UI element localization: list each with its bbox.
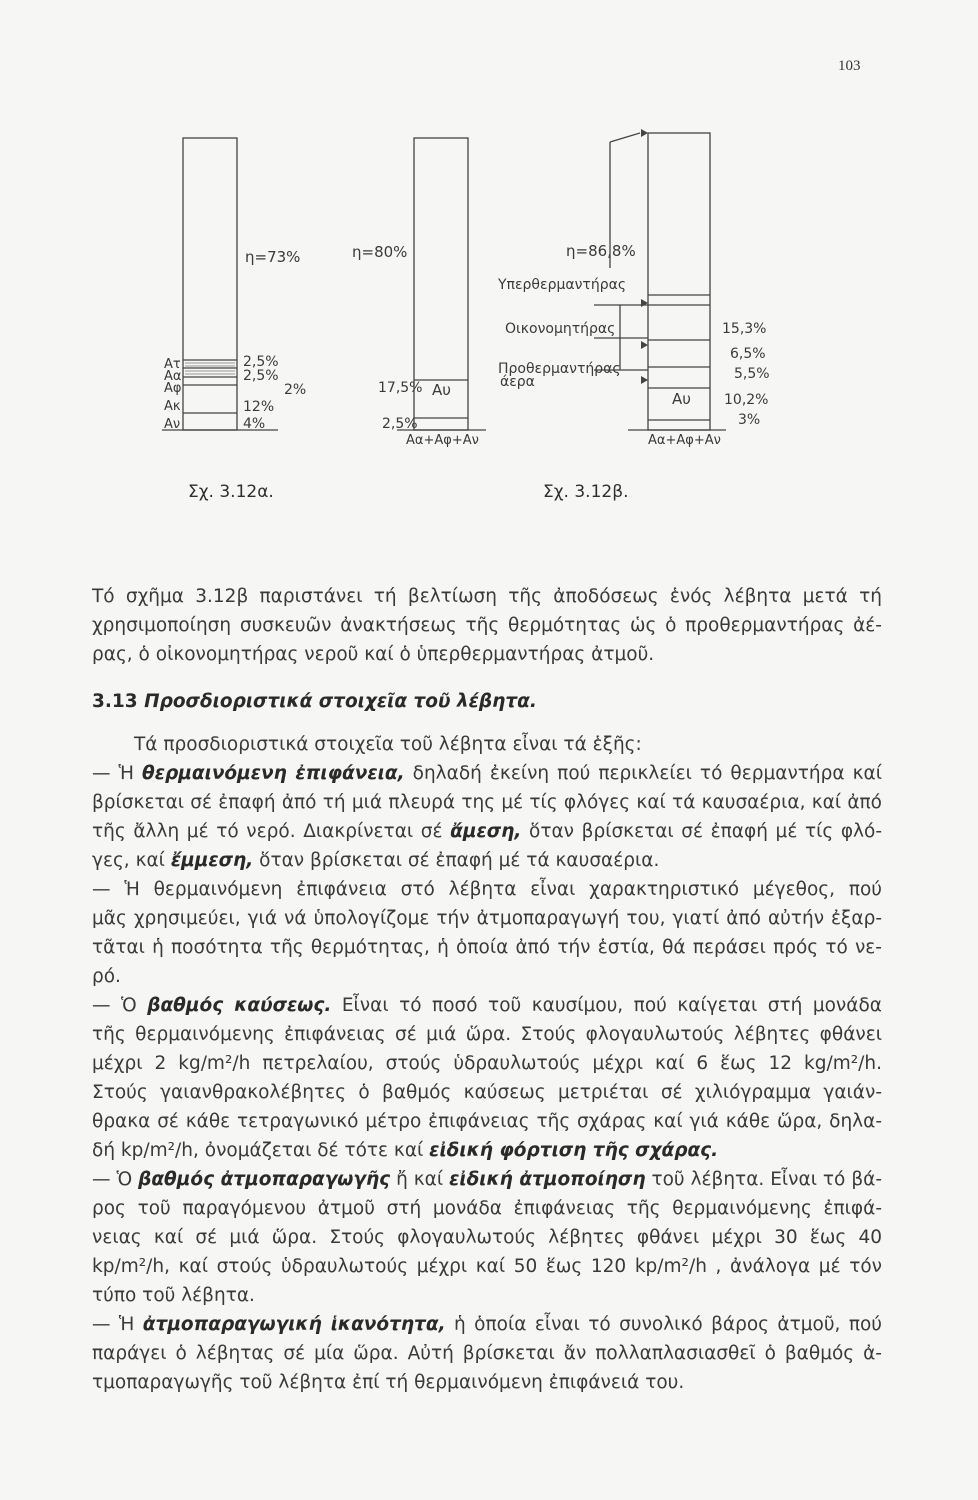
fig-b2-pct-3: 5,5% — [734, 366, 770, 382]
item3-line-1: — Ὁ βαθμός καύσεως. Εἶναι τό ποσό τοῦ καυσίμου, πού καίγεται στή μονάδα — [92, 995, 882, 1016]
fig-a-pct-5: 4% — [243, 416, 266, 432]
fig-b2-pct-4: 10,2% — [724, 392, 769, 408]
p1-line-3: ρας, ὁ οἰκονομητήρας νεροῦ καί ὁ ὑπερθερμαντήρας ἀτμοῦ. — [92, 644, 655, 665]
item-combustion-rate — [92, 991, 882, 1165]
fig-a-pct-1: 2,5% — [243, 354, 279, 370]
fig-a-pct-3: 2% — [284, 382, 307, 398]
fig-b2-pct-5: 3% — [738, 412, 761, 428]
caption-fig-b: Σχ. 3.12β. — [543, 482, 629, 502]
item4-line-3: νειας καί σέ μιά ὥρα. Στούς φλογαυλωτούς λέβητες φθάνει μέχρι 30 ἕως 40 — [92, 1227, 882, 1248]
fig-b1-au: Αυ — [432, 381, 451, 399]
item5-line-3: τμοπαραγωγῆς τοῦ λέβητα ἐπί τή θερμαινόμενη ἐπιφάνειά του. — [92, 1372, 685, 1393]
section-heading — [92, 687, 882, 716]
fig-b2-bar — [648, 133, 710, 430]
fig-b2-air-heater-2: άερα — [500, 374, 535, 390]
item2-line-2: μᾶς χρησιμεύει, γιά νά ὑπολογίζομε τήν ἀτμοπαραγωγή του, γιατί ἀπό αὐτήν ἐξαρ- — [92, 908, 882, 929]
item3-line-4: Στούς γαιανθρακολέβητες ὁ βαθμός καύσεως μετριέται σέ χιλιόγραμμα γαιάν- — [92, 1082, 882, 1103]
caption-fig-a: Σχ. 3.12α. — [188, 482, 274, 502]
item3-line-6: δή kp/m²/h, ὀνομάζεται δέ τότε καί εἰδική φόρτιση τῆς σχάρας. — [92, 1140, 719, 1161]
fig-a-pct-2: 2,5% — [243, 368, 279, 384]
body-text — [92, 582, 882, 1397]
fig-a-label-aa: Αα — [164, 369, 182, 384]
item5-line-2: παράγει ὁ λέβητας σέ μία ὥρα. Αὐτή βρίσκεται ἄν πολλαπλασιασθεῖ ὁ βαθμός ἀ- — [92, 1343, 882, 1364]
fig-b2-bottom-label: Αα+Αφ+Αν — [648, 433, 721, 448]
fig-a-eta: η=73% — [245, 248, 301, 266]
fig-b2-superheater: Υπερθερμαντήρας — [498, 277, 627, 293]
intro-text: Τά προσδιοριστικά στοιχεῖα τοῦ λέβητα εἶναι τά ἑξῆς: — [134, 734, 642, 755]
fig-b1-bottom-label: Αα+Αφ+Αν — [406, 433, 479, 448]
item4-line-5: τύπο τοῦ λέβητα. — [92, 1285, 255, 1306]
item1-line-1: — Ἡ θερμαινόμενη ἐπιφάνεια, δηλαδή ἐκείνη πού περικλείει τό θερμαντήρα καί — [92, 763, 882, 784]
fig-b1-pct-au: 17,5% — [378, 380, 423, 396]
fig-b2-economizer: Οικονομητήρας — [505, 321, 616, 337]
item1-line-4: γες, καί ἔμμεση, ὅταν βρίσκεται σέ ἐπαφή μέ τά καυσαέρια. — [92, 850, 660, 871]
item2-line-4: ρό. — [92, 966, 121, 987]
item1-line-2: βρίσκεται σέ ἐπαφή ἀπό τή μιά πλευρά της μέ τίς φλόγες καί τά καυσαέρια, καί ἀπό — [92, 792, 882, 813]
item2-line-1: — Ἡ θερμαινόμενη ἐπιφάνεια στό λέβητα εἶναι χαρακτηριστικό μέγεθος, πού — [92, 879, 882, 900]
intro-line — [92, 730, 882, 759]
fig-b2-au: Αυ — [672, 390, 691, 408]
item4-line-1: — Ὁ βαθμός ἀτμοπαραγωγῆς ἤ καί εἰδική ἀτμοποίηση τοῦ λέβητα. Εἶναι τό βά- — [92, 1169, 882, 1190]
fig-b1-pct-bottom: 2,5% — [382, 416, 418, 432]
item-heated-surface — [92, 759, 882, 875]
item-steam-capacity — [92, 1310, 882, 1397]
fig-b2-eta: η=86,8% — [566, 242, 636, 260]
fig-b1-eta: η=80% — [352, 243, 408, 261]
section-title: Προσδιοριστικά στοιχεῖα τοῦ λέβητα. — [144, 691, 537, 712]
item-heated-surface-note — [92, 875, 882, 991]
fig-a-label-af: Αφ — [164, 381, 182, 396]
fig-a-label-ak: Ακ — [164, 399, 181, 414]
item3-line-2: τῆς θερμαινόμενης ἐπιφάνειας σέ μιά ὥρα. Στούς φλογαυλωτούς λέβητες φθάνει — [92, 1024, 882, 1045]
paragraph-figure-description — [92, 582, 882, 669]
figure-3-12 — [0, 0, 978, 520]
item1-line-3: τῆς ἄλλη μέ τό νερό. Διακρίνεται σέ ἄμεση, ὅταν βρίσκεται σέ ἐπαφή μέ τίς φλό- — [92, 821, 883, 842]
fig-b2-air-heater-1: Προθερμαντήρας — [498, 361, 621, 377]
item3-line-3: μέχρι 2 kg/m²/h πετρελαίου, στούς ὑδραυλωτούς μέχρι καί 6 ἕως 12 kg/m²/h. — [92, 1053, 882, 1074]
fig-a-bar — [183, 138, 237, 430]
item4-line-2: ρος τοῦ παραγόμενου ἀτμοῦ στή μονάδα ἐπιφάνειας τῆς θερμαινόμενης ἐπιφά- — [92, 1198, 882, 1219]
item-steam-generation-rate — [92, 1165, 882, 1310]
item4-line-4: kp/m²/h, καί στούς ὑδραυλωτούς μέχρι καί 50 ἕως 120 kp/m²/h , ἀνάλογα μέ τόν — [92, 1256, 882, 1277]
fig-a-pct-4: 12% — [243, 399, 275, 415]
page-number: 103 — [838, 58, 861, 74]
fig-b2-pct-1: 15,3% — [722, 321, 767, 337]
fig-a-label-an: Αν — [164, 417, 181, 432]
section-number: 3.13 — [92, 691, 138, 712]
item2-line-3: τᾶται ἡ ποσότητα τῆς θερμότητας, ἡ ὁποία ἀπό τήν ἑστία, θά περάσει πρός τό νε- — [92, 937, 882, 958]
p1-line-2: χρησιμοποίηση συσκευῶν ἀνακτήσεως τῆς θερμότητας ὡς ὁ προθερμαντήρας ἀέ- — [92, 615, 882, 636]
item3-line-5: θρακα σέ κάθε τετραγωνικό μέτρο ἐπιφάνειας τῆς σχάρας καί γιά κάθε ὥρα, δηλα- — [92, 1111, 882, 1132]
p1-line-1: Τό σχῆμα 3.12β παριστάνει τή βελτίωση τῆς ἀποδόσεως ἑνός λέβητα μετά τή — [92, 586, 882, 607]
fig-b2-pct-2: 6,5% — [730, 346, 766, 362]
fig-a-label-at: Ατ — [164, 357, 181, 372]
item5-line-1: — Ἡ ἀτμοπαραγωγική ἱκανότητα, ἡ ὁποία εἶναι τό συνολικό βάρος ἀτμοῦ, πού — [92, 1314, 882, 1335]
